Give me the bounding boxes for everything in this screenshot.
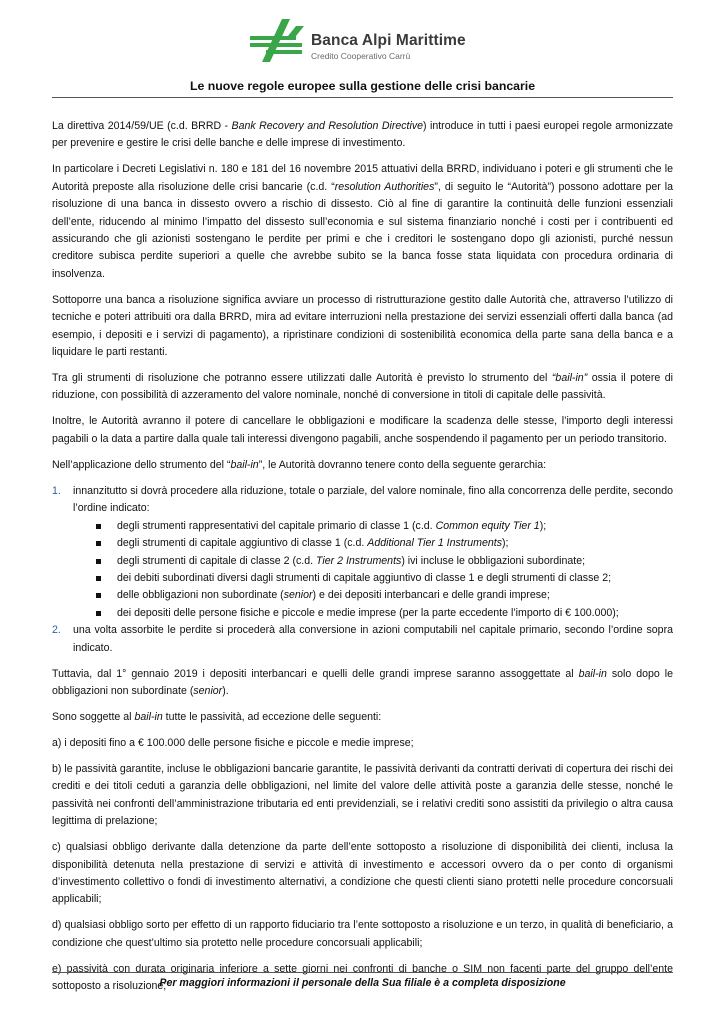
sub-list (73, 518, 673, 622)
paragraph: b) le passività garantite, incluse le obbligazioni bancarie garantite, le passività derivanti da contratti derivati di copertura dei rischi dei crediti e dei titoli ceduti a garanzia delle obbligazioni, nel limite del valore delle attività poste a garanzia delle stesse, nonché le passività nei confronti dell’amministrazione tributaria ed enti previdenziali, se i relativi crediti sono assistiti da privilegio o altra causa legittima di prelazione; (52, 762, 673, 828)
paragraph: c) qualsiasi obbligo derivante dalla detenzione da parte dell’ente sottoposto a risoluzione di disponibilità dei clienti, inclusa la disponibilità detenuta nella prestazione di servizi e attività di investimento e accessori ovvero da o per conto di organismi d’investimento collettivo o fondi di investimento alternativi, a condizione che questi clienti siano protetti nelle procedure concorsuali applicabili; (52, 841, 673, 906)
brand-subtitle: Credito Cooperativo Carrù (311, 51, 411, 61)
page-header (0, 12, 725, 70)
paragraph: Inoltre, le Autorità avranno il potere di cancellare le obbligazioni e modificare la scadenza delle stesse, l’importo degli interessi pagabili o la data a partire dalla quale tali interessi divengono pagabili, anche sospendendo il pagamento per un periodo transitorio. (52, 415, 673, 445)
paragraph: Nell’applicazione dello strumento del “bail-in”, le Autorità dovranno tenere conto della seguente gerarchia: (52, 458, 547, 471)
sub-list-item: dei depositi delle persone fisiche e piccole e medie imprese (per la parte eccedente l’importo di € 100.000); (73, 605, 673, 622)
sub-list-item: degli strumenti di capitale di classe 2 (c.d. Tier 2 Instruments) ivi incluse le obbligazioni subordinate; (73, 553, 673, 570)
paragraph: La direttiva 2014/59/UE (c.d. BRRD - Bank Recovery and Resolution Directive) introduce in tutti i paesi europei regole armonizzate per prevenire e gestire le crisi delle banche e delle imprese di investimento. (52, 120, 673, 150)
bank-logo-icon (248, 16, 304, 64)
paragraph: Sono soggette al bail-in tutte le passività, ad eccezione delle seguenti: (52, 710, 382, 723)
paragraph: Sottoporre una banca a risoluzione significa avviare un processo di ristrutturazione gestito dalle Autorità che, attraverso l’utilizzo di tecniche e poteri attribuiti ora dalla BRRD, mira ad evitare interruzioni nella prestazione dei servizi essenziali offerti dalla banca (ad esempio, i depositi e i servizi di pagamento), a ripristinare condizioni di sostenibilità economica della parte sana della banca e a liquidare le parti restanti. (52, 293, 673, 359)
page-title: Le nuove regole europee sulla gestione delle crisi bancarie (52, 79, 673, 98)
brand-name: Banca Alpi Marittime (311, 32, 466, 49)
list-number: 2. (52, 624, 61, 637)
list-item: 2. una volta assorbite le perdite si procederà alla conversione in azioni computabili nel capitale primario, secondo l’ordine sopra indicato. (52, 624, 673, 654)
list-item: 1. innanzitutto si dovrà procedere alla riduzione, totale o parziale, del valore nominale, fino alla concorrenza delle perdite, secondo l’ordine indicato: degli strumenti rappresentativi del capitale primario di classe 1 (c.d. Common equity Tier 1); degli strumenti di capitale aggiuntivo di classe 1 (c.d. Additional Tier 1 Instruments); degli strumenti di capitale di classe 2 (c.d. Tier 2 Instruments) ivi incluse le obbligazioni subordinate; dei debiti subordinati diversi dagli strumenti di capitale aggiuntivo di classe 1 e degli strumenti di classe 2; delle obbligazioni non subordinate (senior) e dei depositi interbancari e delle grandi imprese; dei depositi delle persone fisiche e piccole e medie imprese (per la parte eccedente l’importo di € 100.000); (52, 483, 673, 622)
hierarchy-list (52, 483, 673, 657)
paragraph: Tuttavia, dal 1° gennaio 2019 i depositi interbancari e quelli delle grandi imprese saranno assoggettate al bail-in solo dopo le obbligazioni non subordinate (senior). (52, 667, 674, 697)
paragraph: e) passività con durata originaria inferiore a sette giorni nei confronti di banche o SIM non facenti parte del gruppo dell’ente sottoposto a risoluzione; (52, 962, 673, 993)
sub-list-item: delle obbligazioni non subordinate (senior) e dei depositi interbancari e delle grandi imprese; (73, 587, 673, 604)
sub-list-item: dei debiti subordinati diversi dagli strumenti di capitale aggiuntivo di classe 1 e degli strumenti di classe 2; (73, 570, 673, 587)
paragraph: In particolare i Decreti Legislativi n. 180 e 181 del 16 novembre 2015 attuativi della BRRD, individuano i poteri e gli strumenti che le Autorità preposte alla risoluzione delle crisi bancarie (c.d. “resolution Authorities”, di seguito le “Autorità”) possono adottare per la risoluzione di una banca in dissesto ovvero a rischio di dissesto. Ciò al fine di garantire la continuità delle funzioni essenziali dell’ente, riducendo al minimo l’impatto del dissesto sull’economia e sul sistema finanziario nonché i costi per i contribuenti ed assicurando che gli azionisti sostengano le perdite per primi e che i creditori le sostengano dopo gli azionisti, purché nessun creditore subisca perdite superiori a quelle che avrebbe subito se la banca fosse stata liquidata con procedura ordinaria di insolvenza. (52, 163, 673, 280)
sub-list-item: degli strumenti di capitale aggiuntivo di classe 1 (c.d. Additional Tier 1 Instruments); (73, 535, 673, 552)
sub-list-item: degli strumenti rappresentativi del capitale primario di classe 1 (c.d. Common equity Tier 1); (73, 518, 673, 535)
paragraph: Tra gli strumenti di risoluzione che potranno essere utilizzati dalle Autorità è previsto lo strumento del “bail-in” ossia il potere di riduzione, con possibilità di azzeramento del valore nominale, nonché di conversione in titoli di capitale delle passività. (52, 372, 674, 402)
list-number: 1. (52, 484, 61, 497)
paragraph: a) i depositi fino a € 100.000 delle persone fisiche e piccole e medie imprese; (52, 736, 414, 749)
document-body (52, 118, 673, 1004)
page-footer: Per maggiori informazioni il personale della Sua filiale è a completa disposizione (52, 972, 673, 989)
paragraph: d) qualsiasi obbligo sorto per effetto di un rapporto fiduciario tra l’ente sottoposto a risoluzione e un terzo, in qualità di beneficiario, a condizione che quest’ultimo sia protetto nelle procedure concorsuali applicabili; (52, 919, 673, 949)
